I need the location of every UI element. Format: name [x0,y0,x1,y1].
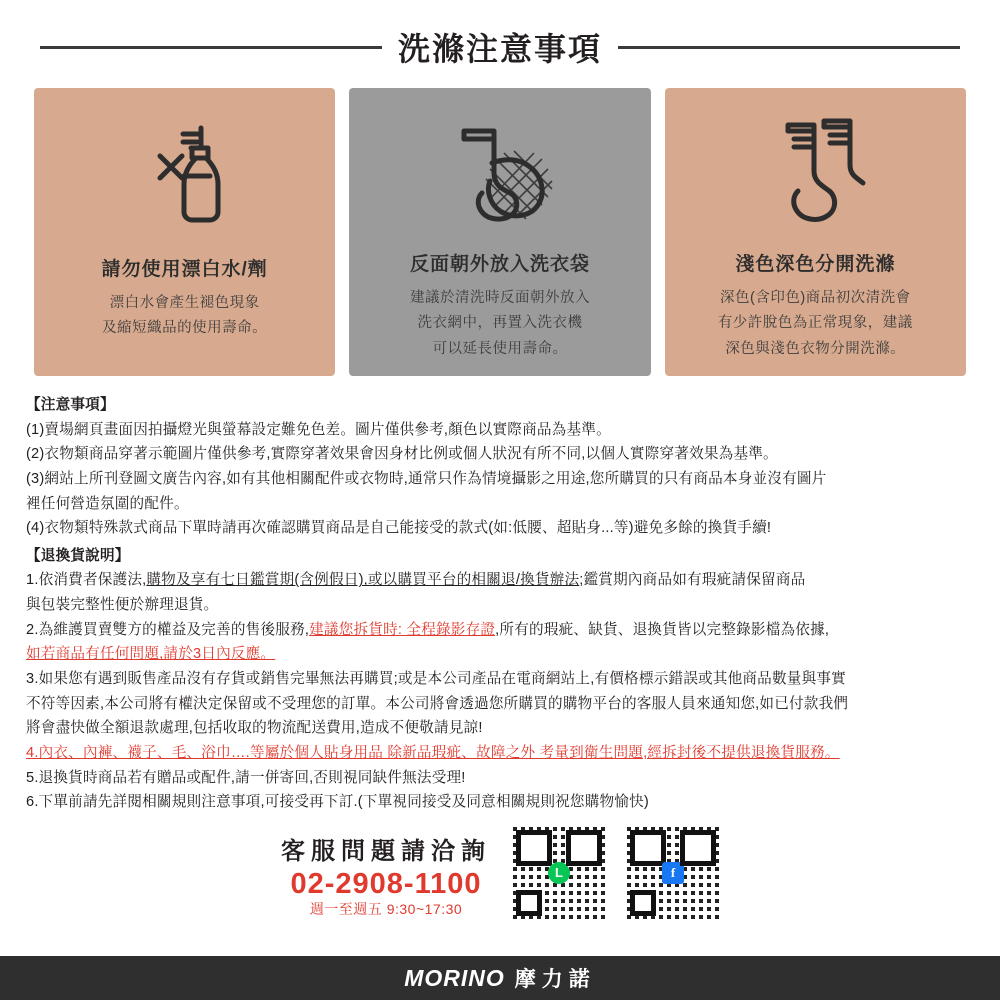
notes-section [0,376,1000,815]
customer-service-title: 客服問題請洽詢 [281,837,491,865]
attention-item-3-cont: 裡任何營造氛圍的配件。 [26,495,189,512]
header-rule-right [618,46,960,49]
care-card-title: 淺色深色分開洗滌 [735,253,896,275]
care-card-separate-colors [665,88,966,376]
attention-item-4: (4)衣物類特殊款式商品下單時請再次確認購買商品是自己能接受的款式(如:低腰、超貼身...等)避免多餘的換貨手續! [26,520,772,537]
return-item-1-text-b: ;鑑賞期內商品如有瑕疵請保留商品 [579,572,806,589]
page-title: 洗滌注意事項 [398,31,603,67]
phone-number[interactable]: 02-2908-1100 [290,867,482,900]
attention-item-3: (3)網站上所刊登圖文廣告內容,如有其他相關配件或衣物時,通常只作為情境攝影之用途,您所購買的只有商品本身並沒有圖片 [26,470,827,487]
laundry-bag-sock-icon [430,112,570,235]
return-item-2-text-a: 2.為維護買賣雙方的權益及完善的售後服務, [26,621,310,638]
care-cards [0,80,1000,376]
return-item-3-cont-2: 將會盡快做全額退款處理,包括收取的物流配送費用,造成不便敬請見諒! [26,720,483,737]
two-socks-icon [750,112,880,235]
service-hours: 週一至週五 9:30~17:30 [309,900,463,917]
care-card-title: 請勿使用漂白水/劑 [101,259,268,280]
attention-item-1: (1)賣場網頁畫面因拍攝燈光與螢幕設定難免色差。圖片僅供參考,顏色以實際商品為基準。 [26,421,611,438]
qr-corner-bottom-left [630,890,656,916]
return-item-4: 4.內衣、內褲、襪子、毛、浴巾….等屬於個人貼身用品 除新品瑕疵、故障之外 考量到衛生問題,經拆封後不提供退換貨服務。 [26,744,840,761]
return-item-1-cont: 與包裝完整性便於辦理退貨。 [26,597,219,614]
return-item-3: 3.如果您有遇到販售產品沒有存貨或銷售完畢無法再購買;或是本公司產品在電商網站上,有價格標示錯誤或其他商品數量與事實 [26,671,846,688]
spray-bottle-no-bleach-icon [120,112,250,240]
header-rule-left [40,46,382,49]
line-icon: L [548,862,570,884]
contact-text [281,827,491,919]
return-heading: 【退換貨說明】 [26,547,130,564]
facebook-icon: f [662,862,684,884]
page-header [0,0,1000,80]
return-item-1 [26,569,974,593]
return-item-2-highlight: 建議您拆貨時: 全程錄影存證 [309,621,496,638]
brand-name-en: MORINO [404,964,505,991]
care-card-body: 建議於清洗時反面朝外放入 洗衣網中，再置入洗衣機 可以延長使用壽命。 [409,289,590,357]
return-item-3-cont-1: 不符等因素,本公司將有權決定保留或不受理您的訂單。本公司將會透過您所購買的購物平台的客服人員來通知您,如已付款我們 [26,695,849,712]
return-item-2 [26,619,974,643]
qr-corner-bottom-left [516,890,542,916]
care-card-laundry-bag [349,88,650,376]
return-item-2-cont: 如若商品有任何問題,請於3日內反應。 [26,646,276,663]
qr-code-facebook[interactable] [627,827,719,919]
brand-footer [0,956,1000,1000]
care-card-body: 漂白水會產生褪色現象 及縮短織品的使用壽命。 [102,295,268,337]
attention-item-2: (2)衣物類商品穿著示範圖片僅供參考,實際穿著效果會因身材比例或個人狀況有所不同,以個人實際穿著效果為基準。 [26,446,778,463]
brand-name-zh: 摩力諾 [514,968,596,991]
return-item-5: 5.退換貨時商品若有贈品或配件,請一併寄回,否則視同缺件無法受理! [26,769,466,786]
return-item-1-underline: 購物及享有七日鑑賞期(含例假日),或以購買平台的相關退/換貨辦法 [146,572,580,589]
care-card-body: 深色(含印色)商品初次清洗會 有少許脫色為正常現象，建議 深色與淺色衣物分開洗滌。 [717,289,913,357]
return-item-1-text-a: 1.依消費者保護法, [26,572,147,589]
return-item-6: 6.下單前請先詳閱相關規則注意事項,可接受再下訂.(下單視同接受及同意相關規則祝您購物愉快) [26,794,649,811]
qr-code-line[interactable] [513,827,605,919]
attention-heading: 【注意事項】 [26,397,115,413]
care-card-no-bleach [34,88,335,376]
care-card-title: 反面朝外放入洗衣袋 [409,253,590,275]
return-item-2-text-b: ,所有的瑕疵、缺貨、退換貨皆以完整錄影檔為依據, [495,621,830,638]
contact-section [0,827,1000,919]
